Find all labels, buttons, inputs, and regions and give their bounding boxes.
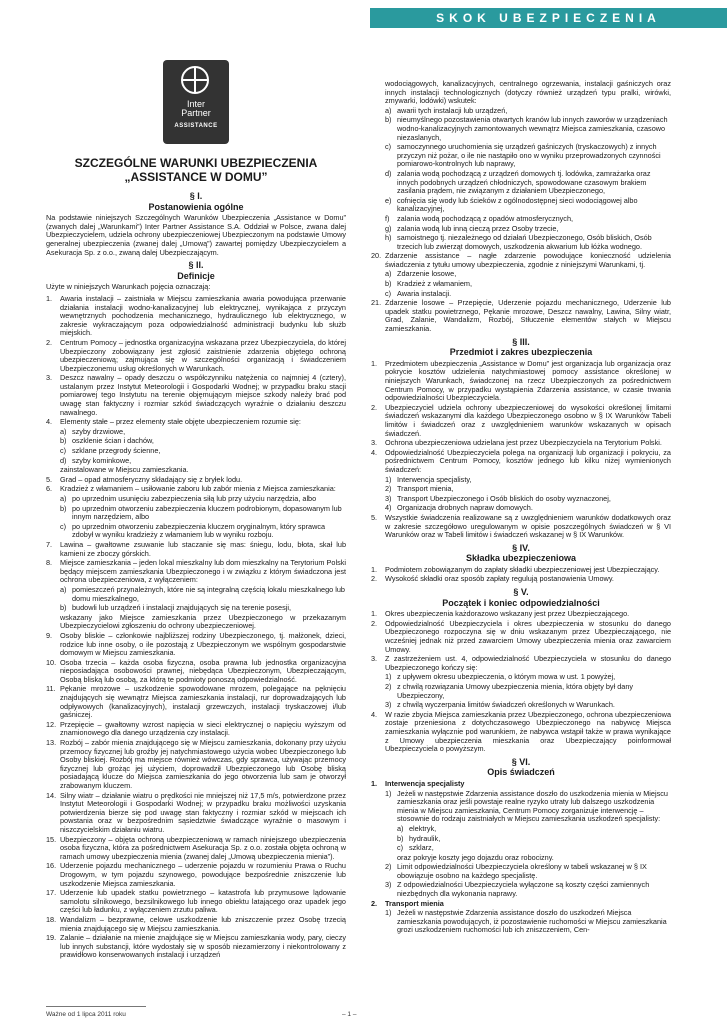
section4-number: § IV. [512,542,530,553]
item-number: 3) [385,700,392,710]
item-text: z chwilą wyczerpania limitów świadczeń określonych w Warunkach. [397,700,615,710]
left-column [46,60,346,961]
sub-list-item [385,270,671,279]
item-number: c) [60,446,67,456]
item-text: po uprzednim usunięciu zabezpieczenia siłą lub przy użyciu narzędzia, albo [72,494,317,503]
sub-list-item [385,495,671,504]
list-item [371,711,671,754]
item-number: b) [60,603,67,613]
sub-list-item [385,701,671,710]
item-number: b) [385,115,392,125]
item-number: e) [385,195,392,205]
item-number: 10. [46,657,57,667]
sub-list-item [60,447,346,456]
sub-list-item [385,107,671,116]
item-text: Odpowiedzialność Ubezpieczyciela polega na organizacji lub organizacji i pokryciu, za pośrednictwem Centrum Pomocy, kosztów jednego lub kilku niżej wymienionych świadczeń: [385,447,671,474]
item-number: a) [385,269,392,279]
list-item [46,339,346,373]
sub-list-item [385,170,671,196]
sub-list-item [385,234,671,251]
item-number: 7. [46,539,53,549]
item-number: 1) [385,474,392,484]
benefit-1-heading: 1. Interwencja specjalisty [371,778,465,788]
def8-subs-list [46,586,346,613]
item-number: 9. [46,630,53,640]
item-text: Deszcz nawalny – opady deszczu o współczynniku natężenia co najmniej 4 (cztery), ustalanym przez Instytut Meteorologii i Gospodarki Wodnej; w przypadku braku stacji pomiarowej tego Instytutu na terenie objęmującym miejsce szkody należy brać pod uwagę stan faktyczny i rozmiar szkód świadczących wyraźnie o działaniu deszczu nawalnego. [60,373,346,417]
sub-list-item [60,523,346,540]
item-text: oszklenie ścian i dachów, [72,436,154,446]
def20-subs-list [371,270,671,298]
item-text: awarii tych instalacji lub urządzeń, [397,105,508,115]
list-item [46,889,346,915]
def8-tail: wskazany jako Miejsce zamieszkania przez Ubezpieczonego w przekazanym Ubezpieczycielowi zgłoszeniu do ochrony ubezpieczeniowej. [60,612,346,631]
item-number: 6. [46,484,53,494]
defs4-list [46,632,346,960]
section3-number: § III. [512,336,530,347]
sub-list-item [60,495,346,504]
list-item [46,836,346,862]
item-text: po uprzednim otworzeniu zabezpieczenia kluczem oryginalnym, który sprawca zdobył w wyniku kradzieży z włamaniem lub w wyniku rozboju. [72,521,326,540]
item-text: Zalanie – działanie na mienie znajdujące się w Miejscu zamieszkania wody, pary, cieczy lub innych substancji, które wydostały się w sposób niezamierzony i niekontrolowany z prawidłowo konserwowanych instalacji i urządzeń [60,933,346,960]
sub-list-item [60,457,346,466]
item-number: f) [385,213,390,223]
item-number: 21. [371,298,382,308]
list-item [371,439,671,448]
s6-i1-spec-list [371,825,671,853]
item-number: 20. [371,251,382,261]
item-number: 1) [385,672,392,682]
list-item [371,575,671,584]
list-item [46,476,346,485]
item-text: z upływem okresu ubezpieczenia, o którym mowa w ust. 1 powyżej, [397,672,616,682]
defs2-list [46,476,346,494]
defs5-list [371,252,671,269]
list-item [46,739,346,791]
sub-list-item [385,881,671,898]
def19-continued: wodociągowych, kanalizacyjnych, centralnego ogrzewania, instalacji gaśniczych oraz innych instalacji technologicznych (dotyczy również urządzeń typu pralki, wirówki, zmywarki, lodówki) wskutek: [385,79,671,106]
section5-title: Początek i koniec odpowiedzialności [442,597,600,608]
logo-line1: Inter [186,99,205,109]
sub-list-item [385,197,671,214]
item-text: Transport Ubezpieczonego i Osób bliskich do osoby wyznaczonej, [397,493,611,503]
item-text: Rozbój – zabór mienia znajdującego się w Miejscu zamieszkania, dokonany przy użyciu przemocy fizycznej lub groźby jej natychmiastowego użycia wobec Ubezpieczonego lub Osoby bliskiej. Rozbój ma miejsce również wówczas, gdy sprawca, używając przemocy fizycznej lub grożąc jej użyciem, doprowadził Ubezpieczonego lub Osobę bliską posiadającą klucze do Miejsca zamieszkania do jego otworzenia lub sam je otworzył zrabowanym kluczem. [60,738,346,790]
list-item [46,934,346,960]
section5-number: § V. [513,587,529,598]
item-number: g) [385,223,392,233]
item-number: a) [60,426,67,436]
item-number: 1. [371,609,378,619]
item-number: 2. [46,337,53,347]
item-number: a) [385,105,392,115]
item-number: b) [385,279,392,289]
list-item [371,610,671,619]
item-text: Kradzież z włamaniem – usiłowanie zaboru lub zabór mienia z Miejsca zamieszkania: [60,484,336,494]
item-number: 3. [371,438,378,448]
item-number: 3) [385,880,392,890]
list-item [46,916,346,933]
item-text: Jeżeli w następstwie Zdarzenia assistance doszło do uszkodzenia mienia w Miejscu zamieszkania oraz jeśli powstaje realne ryzyko utraty lub dalszego uszkodzenia mienia w Miejscu zamieszkania, Centrum Pomocy zorganizuje interwencję – stosownie do rodzaju zaistniałych w Miejscu zamieszkania uszkodzeń specjalisty: [397,788,668,824]
item-number: b) [60,503,67,513]
sub-list-item [385,673,671,682]
sub-list-item [397,825,671,834]
item-text: Wszystkie świadczenia realizowane są z uwzględnieniem warunków dodatkowych oraz w zakresie szczegółowo uregulowanym w opisie poszczególnych świadczeń w § VI Warunków oraz w Tabeli limitów i świadczeń wskazanej w § IX Warunków. [385,512,671,540]
s3-items-list [371,360,671,475]
item-number: 3. [371,654,378,664]
item-number: 4. [371,447,378,457]
sub-list-item [385,485,671,494]
item-number: b) [397,833,404,843]
sub-list-item [385,504,671,513]
item-text: zalania wodą lub inną cieczą przez Osoby trzecie, [397,223,559,233]
list-item [46,792,346,835]
s6-i2-subs-list [371,909,671,935]
item-text: budowli lub urządzeń i instalacji znajdujących się na terenie posesji, [72,603,292,613]
item-number: 12. [46,719,57,729]
logo-line2: Partner [181,108,211,118]
footer-rule [46,1006,146,1007]
sub-list-item [385,683,671,700]
item-text: Odpowiedzialność Ubezpieczyciela i okres ubezpieczenia w stosunku do danego Ubezpieczonego rozpoczyna się w dniu wskazanym przez Ubezpieczającego, nie wcześniej jednak niż przed zawarciem Umowy ubezpieczenia mienia oraz zawarciem Umowy. [385,618,671,654]
item-text: samoczynnego uruchomienia się urządzeń gaśniczych (tryskaczowych) z innych przyczyn niż pożar, o ile nie nastąpiło ono w wyniku przeprowadzonych czynności pomiarowo-kontrolnych lub naprawy, [397,142,661,169]
title-line2: „ASSISTANCE W DOMU” [124,170,268,184]
section6-number: § VI. [511,756,531,767]
item-number: a) [397,823,404,833]
item-text: Grad – opad atmosferyczny składający się z bryłek lodu. [60,474,243,484]
item-text: Jeżeli w następstwie Zdarzenia assistance doszło do uszkodzeń Miejsca zamieszkania powodujących, iż pozostawienie ruchomości w Miejscu zamieszkania grozi uszkodzeniem ruchomości lub ich zniszczeniem, Cen- [397,908,667,935]
right-column [371,80,671,936]
footer-page-number: – 1 – [342,1011,357,1018]
list-item [371,299,671,333]
item-text: Ubezpieczony – objęta ochroną ubezpieczeniową w ramach niniejszego ubezpieczenia osoba fizyczna, która za pośrednictwem Asekuracja Sp. z o.o. została objęta ochroną w ramach umowy ubezpieczenia mienia (zwanej dalej „Umową ubezpieczenia mienia”). [60,834,346,861]
def6-subs-list [46,495,346,540]
s3-items2-list [371,514,671,540]
item-number: d) [385,168,392,178]
item-number: 1) [385,788,392,798]
sub-list-item [60,604,346,613]
item-number: 4. [46,417,53,427]
item-number: c) [385,288,392,298]
defs3-list [46,541,346,585]
item-number: 11. [46,684,56,694]
item-number: 3) [385,493,392,503]
list-item [371,360,671,403]
globe-icon [181,66,209,94]
def4-tail: zainstalowane w Miejscu zamieszkania. [60,465,189,475]
section2-intro: Użyte w niniejszych Warunkach pojęcia oznaczają: [46,282,211,292]
item-text: cofnięcia się wody lub ścieków z ogólnodostępnej sieci wodociągowej albo kanalizacyjnej, [397,195,638,214]
list-item [371,449,671,475]
item-number: 2) [385,862,392,872]
item-number: 1) [385,908,392,918]
section4-title: Składka ubezpieczeniowa [465,553,577,564]
list-item [46,721,346,738]
item-text: Wysokość składki oraz sposób zapłaty regulują postanowienia Umowy. [385,574,614,584]
section3-title: Przedmiot i zakres ubezpieczenia [449,347,593,358]
item-number: h) [385,233,392,243]
item-text: Awaria instalacji – zaistniała w Miejscu zamieszkania awaria powodująca przerwanie działania instalacji wodno-kanalizacyjnej lub elektrycznej, wynikająca z przyczyn wewnętrznych pochodzenia mechanicznego, hydraulicznego lub elektrycznego, w zakresie wykraczającym poza odpowiedzialność administracji budynku lub służb miejskich. [60,293,346,338]
item-number: b) [60,436,67,446]
sub-list-item [60,437,346,446]
def4-subs-list [46,428,346,465]
benefit-1-tail: oraz pokryje koszty jego dojazdu oraz robocizny. [397,852,554,862]
item-text: po uprzednim otworzeniu zabezpieczenia kluczem podrobionym, dopasowanym lub innym narzędziem, albo [72,503,342,522]
section6-title: Opis świadczeń [487,767,555,778]
list-item [371,404,671,438]
benefit-2-heading: 2. Transport mienia [371,898,444,908]
item-number: c) [397,843,404,853]
item-text: nieumyślnego pozostawienia otwartych kranów lub innych zaworów w urządzeniach wodno-kanalizacyjnych zamontowanych wewnątrz Miejsca zamieszkania, czasowo niezaslanych, [397,115,668,142]
list-item [46,418,346,427]
sub-list-item [397,844,671,853]
section1-title: Postanowienia ogólne [148,201,244,212]
item-text: Osoba trzecia – każda osoba fizyczna, osoba prawna lub jednostka organizacyjna nieposiadająca osobowości prawnej, niebędąca Ubezpieczonym, Ubezpieczającym, Osobą bliską lub osobą, za którą te podmioty ponoszą odpowiedzialność. [60,657,346,684]
item-text: Z zastrzeżeniem ust. 4, odpowiedzialność Ubezpieczyciela w stosunku do danego Ubezpieczonego kończy się: [385,654,671,672]
def19-subs-list [371,107,671,252]
s4-items-list [371,566,671,584]
item-text: Silny wiatr – działanie wiatru o prędkości nie mniejszej niż 17,5 m/s, potwierdzone przez Instytut Meteorologii i Gospodarki Wodnej; w przypadku braku możliwości uzyskania potwierdzenia bierze się pod uwagę stan faktyczny i rozmiar szkód w miejscach ich powstania oraz w bezpośrednim sąsiedztwie świadczące wyraźnie o masowym i niszczycielskim działaniu wiatru. [60,790,346,834]
item-text: Podmiotem zobowiązanym do zapłaty składki ubezpieczeniowej jest Ubezpieczający. [385,564,660,574]
item-number: 2. [371,402,378,412]
section1-text: Na podstawie niniejszych Szczególnych Warunków Ubezpieczenia „Assistance w Domu” (zwanych dalej „Warunkami”) Inter Partner Assistance S.A. Oddział w Polsce, zwana dalej Ubezpieczycielem, udziela ochrony ubezpieczeniowej Ubezpieczonym na podstawie Umowy generalnej ubezpieczenia (zwanej dalej „Umową”) zawartej pomiędzy Ubezpieczycielem a Asekuracja Sp. z o.o., zwaną dalej Ubezpieczającym. [46,213,346,257]
item-text: hydraulik, [409,833,441,843]
item-text: z chwilą rozwiązania Umowy ubezpieczenia mienia, która objęty był dany Ubezpieczony, [397,682,634,700]
item-number: 18. [46,914,57,924]
list-item [46,374,346,417]
item-number: 2. [371,618,378,628]
inter-partner-logo [163,60,229,144]
sub-list-item [60,428,346,437]
sub-list-item [385,863,671,880]
s5-items2-list [371,711,671,754]
item-number: 1. [46,293,53,303]
sub-list-item [385,790,671,824]
document-title [46,156,346,184]
item-text: Organizacja drobnych napraw domowych. [397,503,533,513]
item-number: c) [60,521,67,531]
item-number: 4. [371,709,378,719]
list-item [46,295,346,338]
item-number: 4) [385,503,392,513]
item-text: Wandalizm – bezprawne, celowe uszkodzenie lub zniszczenie przez Osobę trzecią mienia znajdującego się w Miejscu zamieszkania. [60,914,346,933]
section-band: SKOK UBEZPIECZENIA [370,8,727,28]
item-text: W razie zbycia Miejsca zamieszkania przez Ubezpieczonego, ochrona ubezpieczeniowa zostaje przeniesiona z dotychczasowego Ubezpieczonego na nabywcę Miejsca zamieszkania wyłącznie pod warunkiem, że nabywca wstąpił także w prawa wynikające z Umowy ubezpieczenia mieszkania oraz Ubezpieczający poinformował Ubezpieczyciela o powyższym. [385,709,671,754]
item-number: a) [60,494,67,503]
list-item [46,862,346,888]
item-text: Przepięcie – gwałtowny wzrost napięcia w sieci elektrycznej o napięciu wyższym od znamionowego dla danego urządzenia czy instalacji. [60,719,346,738]
item-text: Elementy stałe – przez elementy stałe objęte ubezpieczeniem rozumie się: [60,417,301,427]
list-item [371,655,671,672]
item-text: Interwencja specjalisty, [397,474,472,484]
item-number: a) [60,584,67,594]
item-text: Ochrona ubezpieczeniowa udzielana jest przez Ubezpieczyciela na Terytorium Polski. [385,438,662,448]
item-text: zalania wodą pochodzącą z urządzeń domowych tj. lodówka, zamrażarka oraz innych podobnych urządzeń chłodniczych, spowodowane czasowym brakiem zasilania prądem, nie związanym z działaniem Ubezpieczonego, [397,168,651,196]
item-text: zalania wodą pochodzącą z opadów atmosferycznych, [397,213,574,223]
item-text: szyby kominkowe, [72,455,132,465]
item-text: Z odpowiedzialności Ubezpieczyciela wyłączone są koszty części zamiennych niezbędnych dla wykonania naprawy. [397,880,650,899]
item-text: Uderzenie lub upadek statku powietrznego – katastrofa lub przymusowe lądowanie samolotu silnikowego, bezsilnikowego lub innego obiektu latającego oraz upadek jego części lub ładunku, z wyłączeniem zrzutu paliwa. [60,888,346,915]
item-number: 3. [46,373,53,383]
item-number: 17. [46,888,57,898]
sub-list-item [385,143,671,169]
item-number: 13. [46,738,57,748]
list-item [46,659,346,685]
item-number: c) [385,142,392,152]
s3-subs-list [371,476,671,513]
list-item [46,541,346,558]
list-item [371,252,671,269]
defs-list [46,295,346,427]
item-number: 1. [371,564,378,574]
sub-list-item [385,290,671,299]
sub-list-item [385,476,671,485]
item-number: 1. [371,358,378,368]
sub-list-item [60,505,346,522]
item-text: Miejsce zamieszkania – jeden lokal mieszkalny lub dom mieszkalny na Terytorium Polski będący miejscem zamieszkania Ubezpieczonego i w związku z którym świadczona jest ochrona ubezpieczeniowa, z wyłączeniem: [60,558,346,585]
sub-list-item [385,909,671,935]
section2-number: § II. [188,260,204,271]
s6-i1-subs-list [371,790,671,824]
header-bar [0,0,727,28]
list-item [46,685,346,719]
item-text: Okres ubezpieczenia każdorazowo wskazany jest przez Ubezpieczającego. [385,609,630,619]
logo-line3: ASSISTANCE [174,123,218,129]
sub-list-item [385,280,671,289]
sub-list-item [397,835,671,844]
footer-validity: Ważne od 1 lipca 2011 roku [46,1011,126,1018]
item-text: Osoby bliskie – członkowie najbliższej rodziny Ubezpieczonego, tj. małżonek, dzieci, rodzice lub inne osoby, o ile pozostają z Ubezpieczonym we wspólnym gospodarstwie domowym w Miejscu zamieszkania. [60,630,346,658]
sub-list-item [385,215,671,224]
sub-list-item [60,586,346,603]
item-text: Pękanie mrozowe – uszkodzenie spowodowane mrozem, polegające na pęknięciu znajdujących się wewnątrz Miejsca zamieszkania instalacji, rur doprowadzających lub odpływowych (kanalizacyjnych), instalacji grzewczych, instalacji tryskaczowej i/lub gaśniczej. [60,684,346,720]
item-text: Zdarzenie losowe – Przepięcie, Uderzenie pojazdu mechanicznego, Uderzenie lub upadek statku powietrznego, Pękanie mrozowe, Deszcz nawalny, Lawina, Silny wiatr, Grad, Zalanie, Wandalizm, Rozbój, Stłuczenie elementów stałych w Miejscu zamieszkania. [385,298,671,334]
list-item [371,566,671,575]
item-text: Limit odpowiedzialności Ubezpieczyciela określony w tabeli wskazanej w § IX obowiązuje osobno na każdego specjalistę. [397,862,647,880]
s6-i1-subs2-list [371,863,671,898]
title-line1: SZCZEGÓLNE WARUNKI UBEZPIECZENIA [74,156,318,170]
item-text: szklarz, [409,843,434,853]
item-text: Awaria instalacji. [397,288,452,298]
item-text: Ubezpieczyciel udziela ochrony ubezpieczeniowej do wysokości określonej limitami świadczeń wskazanymi dla każdego Ubezpieczonego osobno w § IX Warunków Tabeli limitów i świadczeń oraz z uwzględnieniem warunków wskazanych w opisach świadczeń. [385,402,671,438]
list-item [46,632,346,658]
section1-number: § I. [189,191,203,201]
item-text: Zdarzenie losowe, [397,269,457,279]
item-number: 2. [371,574,378,584]
list-item [371,514,671,540]
list-item [371,620,671,654]
item-text: samoistnego tj. niezależnego od działań Ubezpieczonego, Osób bliskich, Osób trzecich lub zwierząt domowych, uszkodzenia akwarium lub łóżka wodnego. [397,233,652,251]
defs6-list [371,299,671,333]
item-number: 2) [385,682,392,691]
s5-subs-list [371,673,671,709]
item-text: pomieszczeń przynależnych, które nie są integralną częścią lokalu mieszkalnego lub domu mieszkalnego, [72,584,345,603]
item-number: 5. [371,512,378,522]
item-number: 2) [385,484,392,494]
item-text: Lawina – gwałtowne zsuwanie lub staczanie się mas: śniegu, lodu, błota, skał lub kamieni ze zboczy górskich. [60,539,346,558]
item-text: szklane przegrody ścienne, [72,446,161,456]
item-text: Kradzież z włamaniem, [397,279,473,289]
list-item [46,559,346,585]
item-text: Transport mienia, [397,484,454,494]
item-text: szyby drzwiowe, [72,426,126,436]
item-text: Przedmiotem ubezpieczenia „Assistance w Domu” jest organizacja lub organizacja oraz pokrycie kosztów udzielenia natychmiastowej pomocy assistance określonej w niniejszych Warunkach, świadczonej na rzecz Ubezpieczonych za pośrednictwem Centrum Pomocy, w przypadku wystąpienia Zdarzenia assistance, w czasie trwania odpowiedzialności Ubezpieczyciela. [385,358,671,403]
sub-list-item [385,116,671,142]
item-number: d) [60,455,67,465]
item-number: 14. [46,790,57,800]
item-number: 19. [46,933,57,943]
item-number: 15. [46,834,57,844]
item-text: Uderzenie pojazdu mechanicznego – uderzenie pojazdu w rozumieniu Prawa o Ruchu Drogowym, w tym pojazdu szynowego, powodujące bezpośrednie zniszczenie lub uszkodzenie Miejsca zamieszkania. [60,861,346,888]
s5-items-list [371,610,671,672]
item-text: Centrum Pomocy – jednostka organizacyjna wskazana przez Ubezpieczyciela, do której Ubezpieczony zobowiązany jest zgłosić zaistnienie zdarzenia objętego ochroną ubezpieczeniową; zajmująca się w szczególności organizacją i świadczeniem Ubezpieczonemu usług określonych w Warunkach. [60,337,346,373]
section2-title: Definicje [177,270,215,281]
list-item [46,485,346,494]
sub-list-item [385,225,671,234]
item-number: 8. [46,558,53,568]
item-number: 16. [46,861,57,871]
item-text: Zdarzenie assistance – nagłe zdarzenie powodujące konieczność udzielenia świadczenia z tytułu umowy ubezpieczenia, zgodnie z niniejszymi Warunkami, tj. [385,251,671,269]
item-text: elektryk, [409,823,437,833]
item-number: 5. [46,474,53,484]
